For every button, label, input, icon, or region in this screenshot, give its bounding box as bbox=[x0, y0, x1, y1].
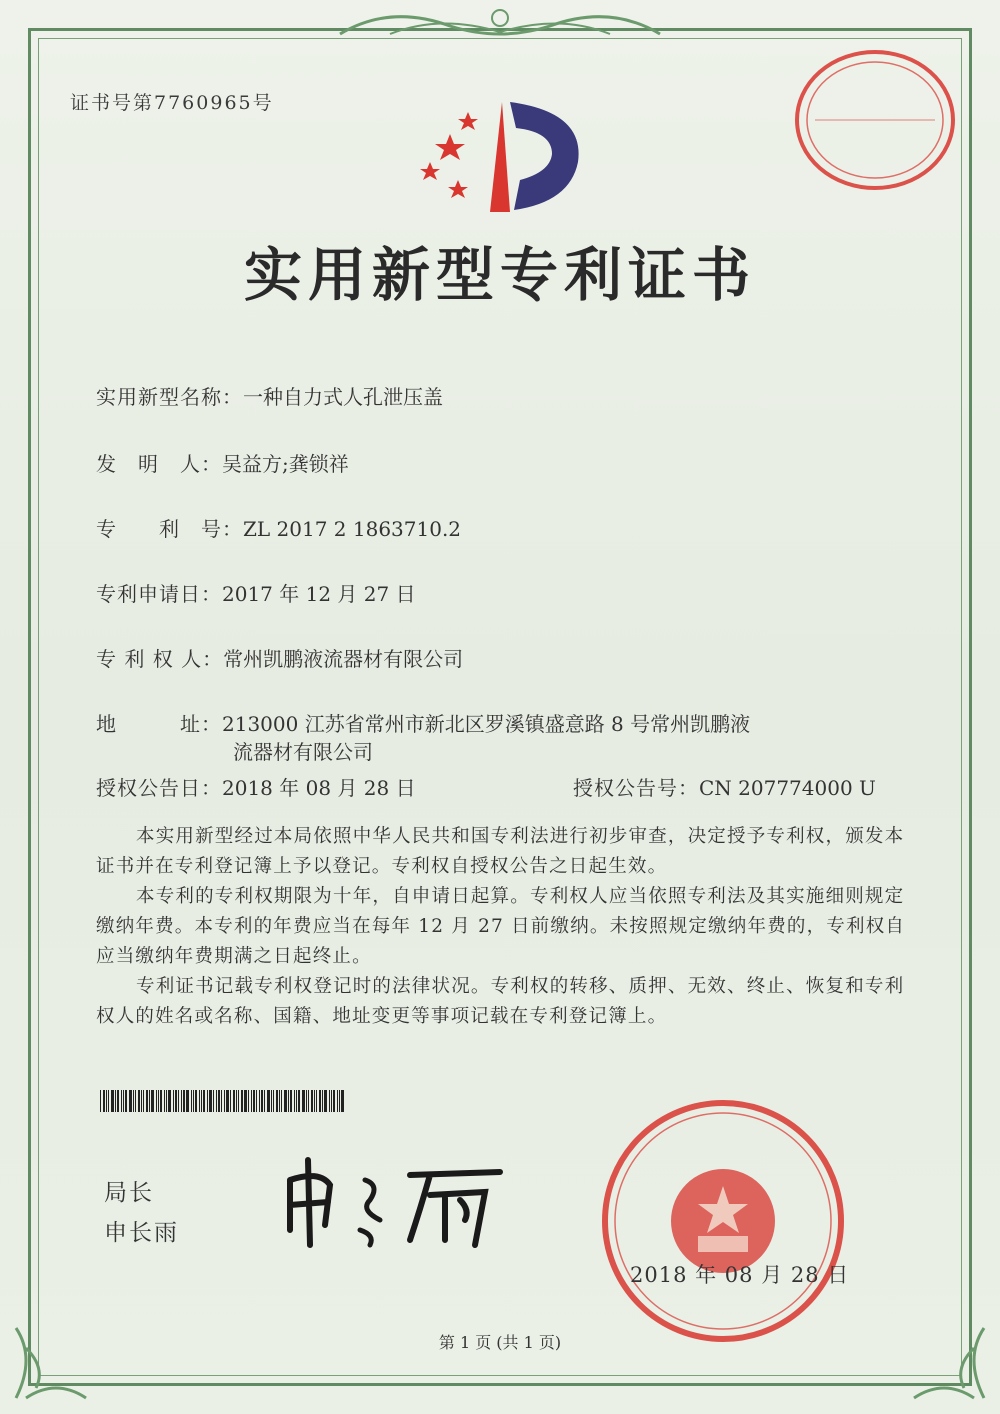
barcode-bar bbox=[186, 1090, 189, 1112]
barcode-bar bbox=[141, 1090, 142, 1112]
barcode-bar bbox=[135, 1090, 136, 1112]
address-row bbox=[96, 708, 750, 737]
barcode-bar bbox=[273, 1090, 274, 1112]
barcode-bar bbox=[322, 1090, 323, 1112]
director-title: 局长 bbox=[104, 1180, 154, 1206]
utility-model-name-label: 实用新型名称： bbox=[96, 385, 243, 409]
barcode-bar bbox=[281, 1090, 282, 1112]
barcode-bar bbox=[294, 1090, 295, 1112]
barcode-bar bbox=[308, 1090, 309, 1112]
barcode-bar bbox=[160, 1090, 162, 1112]
inventor-row bbox=[96, 448, 349, 477]
barcode-bar bbox=[319, 1090, 321, 1112]
barcode-bar bbox=[271, 1090, 272, 1112]
top-ornament bbox=[330, 4, 670, 44]
barcode-bar bbox=[236, 1090, 237, 1112]
barcode-bar bbox=[253, 1090, 255, 1112]
seal-date: 2018 年 08 月 28 日 bbox=[630, 1263, 850, 1287]
barcode-bar bbox=[203, 1090, 205, 1112]
barcode-bar bbox=[256, 1090, 257, 1112]
barcode-bar bbox=[133, 1090, 134, 1112]
application-date-row bbox=[96, 578, 416, 607]
barcode-bar bbox=[329, 1090, 330, 1112]
utility-model-name-value: 一种自力式人孔泄压盖 bbox=[243, 385, 443, 409]
barcode-bar bbox=[108, 1090, 109, 1112]
barcode-bar bbox=[158, 1090, 159, 1112]
barcode-bar bbox=[290, 1090, 292, 1112]
grant-number-row bbox=[573, 772, 876, 801]
barcode-bar bbox=[259, 1090, 260, 1112]
barcode-bar bbox=[138, 1090, 140, 1112]
barcode-bar bbox=[306, 1090, 307, 1112]
barcode-bar bbox=[168, 1090, 171, 1112]
barcode-bar bbox=[233, 1090, 235, 1112]
page-footer: 第 1 页 (共 1 页) bbox=[438, 1333, 562, 1352]
barcode-bar bbox=[218, 1090, 220, 1112]
barcode-bar bbox=[284, 1090, 287, 1112]
barcode-bar bbox=[248, 1090, 249, 1112]
grant-date-value: 2018 年 08 月 28 日 bbox=[222, 776, 416, 800]
barcode-bar bbox=[337, 1090, 338, 1112]
patent-holder-value: 常州凯鹏液流器材有限公司 bbox=[223, 647, 464, 671]
barcode-bar bbox=[341, 1090, 344, 1112]
utility-model-name-row bbox=[96, 381, 443, 410]
barcode-bar bbox=[195, 1090, 197, 1112]
application-date-value: 2017 年 12 月 27 日 bbox=[222, 582, 416, 606]
barcode-bar bbox=[244, 1090, 247, 1112]
barcode-bar bbox=[224, 1090, 225, 1112]
body-paragraph-1: 本实用新型经过本局依照中华人民共和国专利法进行初步审查，决定授予专利权，颁发本证书并在专利登记簿上予以登记。专利权自授权公告之日起生效。 bbox=[96, 826, 905, 877]
barcode-bar bbox=[106, 1090, 107, 1112]
grant-number-label: 授权公告号： bbox=[573, 776, 699, 800]
patent-number-label: 专 利 号： bbox=[96, 517, 243, 541]
document-title: 实用新型专利证书 bbox=[243, 241, 756, 309]
barcode-bar bbox=[156, 1090, 157, 1112]
barcode-bar bbox=[339, 1090, 340, 1112]
barcode-bar bbox=[151, 1090, 154, 1112]
barcode-bar bbox=[146, 1090, 148, 1112]
barcode-bar bbox=[191, 1090, 192, 1112]
inventor-label: 发 明 人： bbox=[96, 452, 222, 476]
body-paragraph-3: 专利证书记载专利权登记时的法律状况。专利权的转移、质押、无效、终止、恢复和专利权人的姓名或名称、国籍、地址变更等事项记载在专利登记簿上。 bbox=[96, 976, 905, 1027]
address-continuation bbox=[233, 736, 373, 765]
barcode-bar bbox=[288, 1090, 289, 1112]
tax-stamp bbox=[790, 45, 960, 195]
patent-holder-row bbox=[96, 643, 463, 672]
patent-number-row bbox=[96, 513, 461, 542]
barcode-bar bbox=[193, 1090, 194, 1112]
barcode-bar bbox=[209, 1090, 212, 1112]
barcode-bar bbox=[238, 1090, 239, 1112]
official-seal bbox=[598, 1096, 848, 1346]
barcode-bar bbox=[117, 1090, 119, 1112]
barcode-bar bbox=[296, 1090, 297, 1112]
barcode-bar bbox=[251, 1090, 252, 1112]
certificate-number: 证书号第7760965号 bbox=[70, 92, 274, 114]
cnipa-logo-icon bbox=[410, 92, 585, 222]
body-paragraph-2: 本专利的专利权期限为十年，自申请日起算。专利权人应当依照专利法及其实施细则规定缴纳年费。本专利的年费应当在每年 12 月 27 日前缴纳。未按照规定缴纳年费的，专利权自应当缴纳年费期满之日起终止。 bbox=[96, 886, 906, 967]
barcode-bar bbox=[333, 1090, 335, 1112]
inventor-value: 吴益方;龚锁祥 bbox=[222, 452, 349, 476]
grant-date-row bbox=[96, 772, 416, 801]
barcode-bar bbox=[199, 1090, 200, 1112]
barcode-bar bbox=[221, 1090, 222, 1112]
address-value-line1: 213000 江苏省常州市新北区罗溪镇盛意路 8 号常州凯鹏液 bbox=[222, 712, 751, 736]
patent-holder-label: 专 利 权 人： bbox=[96, 647, 224, 671]
barcode-bar bbox=[129, 1090, 132, 1112]
barcode-bar bbox=[201, 1090, 202, 1112]
barcode-bar bbox=[314, 1090, 315, 1112]
barcode-bar bbox=[241, 1090, 243, 1112]
barcode-bar bbox=[302, 1090, 305, 1112]
barcode-bar bbox=[125, 1090, 127, 1112]
barcode-bar bbox=[173, 1090, 174, 1112]
barcode-bar bbox=[175, 1090, 177, 1112]
barcode-bar bbox=[123, 1090, 124, 1112]
barcode-bar bbox=[298, 1090, 300, 1112]
barcode-bar bbox=[331, 1090, 332, 1112]
address-label: 地 址： bbox=[96, 712, 222, 736]
barcode-bar bbox=[316, 1090, 317, 1112]
barcode-bar bbox=[324, 1090, 327, 1112]
barcode-bar bbox=[103, 1090, 105, 1112]
barcode-bar bbox=[207, 1090, 208, 1112]
barcode-bar bbox=[183, 1090, 185, 1112]
director-signature bbox=[270, 1150, 520, 1250]
barcode-bar bbox=[279, 1090, 280, 1112]
barcode-bar bbox=[178, 1090, 179, 1112]
barcode-bar bbox=[267, 1090, 270, 1112]
barcode-bar bbox=[264, 1090, 265, 1112]
barcode-bar bbox=[115, 1090, 116, 1112]
barcode-bar bbox=[166, 1090, 167, 1112]
barcode-bar bbox=[261, 1090, 263, 1112]
barcode-bar bbox=[143, 1090, 144, 1112]
barcode-bar bbox=[226, 1090, 229, 1112]
barcode bbox=[100, 1090, 348, 1112]
barcode-bar bbox=[111, 1090, 114, 1112]
barcode-bar bbox=[230, 1090, 231, 1112]
barcode-bar bbox=[276, 1090, 278, 1112]
barcode-bar bbox=[149, 1090, 150, 1112]
barcode-bar bbox=[100, 1090, 101, 1112]
barcode-bar bbox=[213, 1090, 214, 1112]
grant-date-label: 授权公告日： bbox=[96, 776, 222, 800]
barcode-bar bbox=[164, 1090, 165, 1112]
address-value-line2: 流器材有限公司 bbox=[233, 740, 373, 764]
director-name: 申长雨 bbox=[104, 1220, 179, 1246]
barcode-bar bbox=[121, 1090, 122, 1112]
patent-number-value: ZL 2017 2 1863710.2 bbox=[243, 517, 462, 541]
grant-number-value: CN 207774000 U bbox=[699, 776, 876, 800]
barcode-bar bbox=[181, 1090, 182, 1112]
application-date-label: 专利申请日： bbox=[96, 582, 222, 606]
barcode-bar bbox=[311, 1090, 313, 1112]
barcode-bar bbox=[216, 1090, 217, 1112]
